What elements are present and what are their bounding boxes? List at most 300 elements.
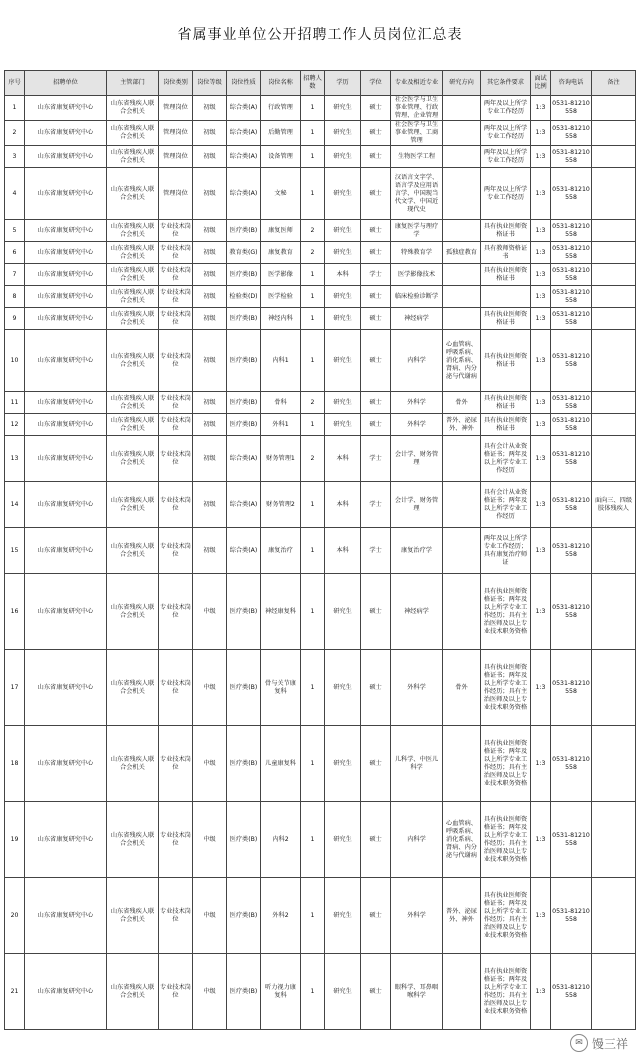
cell-nature: 医疗类(B) bbox=[227, 574, 261, 650]
col-header-phone: 咨询电话 bbox=[551, 71, 592, 96]
cell-category: 专业技术岗位 bbox=[159, 878, 193, 954]
cell-level: 初级 bbox=[193, 392, 227, 414]
cell-direction bbox=[443, 121, 481, 146]
cell-major: 神经病学 bbox=[391, 308, 443, 330]
cell-education: 研究生 bbox=[325, 220, 361, 242]
col-header-count: 招聘人数 bbox=[301, 71, 325, 96]
cell-major: 内科学 bbox=[391, 802, 443, 878]
cell-major: 外科学 bbox=[391, 414, 443, 436]
cell-nature: 综合类(A) bbox=[227, 146, 261, 168]
cell-unit: 山东省康复研究中心 bbox=[25, 308, 107, 330]
cell-category: 专业技术岗位 bbox=[159, 802, 193, 878]
cell-no: 20 bbox=[5, 878, 25, 954]
cell-post-name: 行政管理 bbox=[261, 96, 301, 121]
table-row bbox=[5, 574, 636, 650]
cell-level: 初级 bbox=[193, 330, 227, 392]
cell-no: 17 bbox=[5, 650, 25, 726]
cell-degree: 硕士 bbox=[361, 220, 391, 242]
cell-count: 1 bbox=[301, 802, 325, 878]
col-header-level: 岗位等级 bbox=[193, 71, 227, 96]
cell-direction: 骨外 bbox=[443, 392, 481, 414]
cell-phone: 0531-81210558 bbox=[551, 482, 592, 528]
cell-post-name: 儿童康复科 bbox=[261, 726, 301, 802]
cell-education: 研究生 bbox=[325, 96, 361, 121]
cell-level: 中级 bbox=[193, 802, 227, 878]
cell-major: 外科学 bbox=[391, 650, 443, 726]
cell-note bbox=[592, 954, 636, 1030]
cell-phone: 0531-81210558 bbox=[551, 264, 592, 286]
cell-direction bbox=[443, 146, 481, 168]
cell-dept: 山东省残疾人联合会机关 bbox=[107, 726, 159, 802]
cell-level: 中级 bbox=[193, 878, 227, 954]
cell-nature: 医疗类(B) bbox=[227, 308, 261, 330]
cell-phone: 0531-81210558 bbox=[551, 802, 592, 878]
cell-phone: 0531-81210558 bbox=[551, 121, 592, 146]
cell-dept: 山东省残疾人联合会机关 bbox=[107, 242, 159, 264]
cell-education: 研究生 bbox=[325, 954, 361, 1030]
cell-no: 2 bbox=[5, 121, 25, 146]
cell-education: 本科 bbox=[325, 528, 361, 574]
cell-unit: 山东省康复研究中心 bbox=[25, 726, 107, 802]
cell-unit: 山东省康复研究中心 bbox=[25, 286, 107, 308]
cell-other: 两年及以上所学专业工作经历 bbox=[481, 121, 531, 146]
cell-major: 外科学 bbox=[391, 392, 443, 414]
cell-no: 11 bbox=[5, 392, 25, 414]
cell-phone: 0531-81210558 bbox=[551, 726, 592, 802]
cell-ratio: 1:3 bbox=[531, 574, 551, 650]
cell-note bbox=[592, 436, 636, 482]
cell-other: 具有执业医师资格证书 bbox=[481, 330, 531, 392]
cell-note bbox=[592, 878, 636, 954]
cell-major: 内科学 bbox=[391, 330, 443, 392]
cell-level: 初级 bbox=[193, 482, 227, 528]
cell-ratio: 1:3 bbox=[531, 220, 551, 242]
cell-degree: 硕士 bbox=[361, 650, 391, 726]
table-row bbox=[5, 242, 636, 264]
cell-ratio: 1:3 bbox=[531, 330, 551, 392]
col-header-dept: 主管部门 bbox=[107, 71, 159, 96]
cell-phone: 0531-81210558 bbox=[551, 392, 592, 414]
cell-direction: 骨外 bbox=[443, 650, 481, 726]
cell-note bbox=[592, 414, 636, 436]
cell-ratio: 1:3 bbox=[531, 308, 551, 330]
cell-degree: 硕士 bbox=[361, 574, 391, 650]
cell-count: 1 bbox=[301, 308, 325, 330]
cell-direction: 孤独症教育 bbox=[443, 242, 481, 264]
watermark-text: 馒三祥 bbox=[591, 1036, 628, 1051]
cell-dept: 山东省残疾人联合会机关 bbox=[107, 330, 159, 392]
cell-level: 中级 bbox=[193, 954, 227, 1030]
cell-direction bbox=[443, 264, 481, 286]
cell-unit: 山东省康复研究中心 bbox=[25, 330, 107, 392]
page-title: 省属事业单位公开招聘工作人员岗位汇总表 bbox=[177, 27, 463, 43]
cell-count: 1 bbox=[301, 482, 325, 528]
cell-no: 6 bbox=[5, 242, 25, 264]
cell-category: 专业技术岗位 bbox=[159, 242, 193, 264]
cell-ratio: 1:3 bbox=[531, 168, 551, 220]
cell-education: 研究生 bbox=[325, 168, 361, 220]
cell-level: 初级 bbox=[193, 436, 227, 482]
cell-category: 管理岗位 bbox=[159, 146, 193, 168]
cell-other: 具有教师资格证书 bbox=[481, 242, 531, 264]
cell-degree: 硕士 bbox=[361, 414, 391, 436]
cell-count: 1 bbox=[301, 121, 325, 146]
cell-note: 面向三、四级肢体残疾人 bbox=[592, 482, 636, 528]
cell-level: 初级 bbox=[193, 96, 227, 121]
cell-post-name: 财务管理1 bbox=[261, 436, 301, 482]
cell-note bbox=[592, 392, 636, 414]
cell-ratio: 1:3 bbox=[531, 146, 551, 168]
cell-count: 1 bbox=[301, 878, 325, 954]
table-row bbox=[5, 330, 636, 392]
cell-post-name: 后勤管理 bbox=[261, 121, 301, 146]
table-row bbox=[5, 286, 636, 308]
cell-degree: 学士 bbox=[361, 436, 391, 482]
cell-education: 研究生 bbox=[325, 146, 361, 168]
cell-other: 具有执业医师资格证书；两年及以上所学专业工作经历；具有主治医师及以上专业技术职务资格 bbox=[481, 574, 531, 650]
cell-unit: 山东省康复研究中心 bbox=[25, 482, 107, 528]
cell-post-name: 骨与关节康复科 bbox=[261, 650, 301, 726]
cell-degree: 硕士 bbox=[361, 802, 391, 878]
cell-nature: 检验类(D) bbox=[227, 286, 261, 308]
cell-major: 社会医学与卫生事业管理、行政管理、企业管理 bbox=[391, 96, 443, 121]
cell-major: 特殊教育学 bbox=[391, 242, 443, 264]
cell-count: 1 bbox=[301, 264, 325, 286]
cell-no: 3 bbox=[5, 146, 25, 168]
cell-no: 9 bbox=[5, 308, 25, 330]
table-row bbox=[5, 168, 636, 220]
cell-count: 1 bbox=[301, 168, 325, 220]
cell-nature: 综合类(A) bbox=[227, 96, 261, 121]
cell-major: 汉语言文字学、语言学及应用语言学、中国现当代文学、中国近现代史 bbox=[391, 168, 443, 220]
cell-education: 研究生 bbox=[325, 414, 361, 436]
cell-unit: 山东省康复研究中心 bbox=[25, 954, 107, 1030]
cell-major: 会计学、财务管理 bbox=[391, 436, 443, 482]
table-row bbox=[5, 308, 636, 330]
cell-phone: 0531-81210558 bbox=[551, 242, 592, 264]
cell-education: 研究生 bbox=[325, 726, 361, 802]
cell-category: 专业技术岗位 bbox=[159, 414, 193, 436]
cell-phone: 0531-81210558 bbox=[551, 878, 592, 954]
cell-category: 专业技术岗位 bbox=[159, 574, 193, 650]
cell-ratio: 1:3 bbox=[531, 436, 551, 482]
col-header-education: 学历 bbox=[325, 71, 361, 96]
cell-dept: 山东省残疾人联合会机关 bbox=[107, 954, 159, 1030]
cell-level: 中级 bbox=[193, 726, 227, 802]
cell-direction bbox=[443, 308, 481, 330]
cell-level: 初级 bbox=[193, 168, 227, 220]
cell-ratio: 1:3 bbox=[531, 96, 551, 121]
cell-category: 专业技术岗位 bbox=[159, 330, 193, 392]
cell-other: 具有执业医师资格证书 bbox=[481, 220, 531, 242]
cell-degree: 学士 bbox=[361, 482, 391, 528]
cell-post-name: 康复治疗 bbox=[261, 528, 301, 574]
cell-direction bbox=[443, 954, 481, 1030]
cell-nature: 综合类(A) bbox=[227, 121, 261, 146]
col-header-degree: 学位 bbox=[361, 71, 391, 96]
cell-direction: 普外、泌尿外、神外 bbox=[443, 414, 481, 436]
cell-degree: 硕士 bbox=[361, 392, 391, 414]
cell-direction bbox=[443, 168, 481, 220]
cell-nature: 医疗类(B) bbox=[227, 954, 261, 1030]
table-row bbox=[5, 392, 636, 414]
cell-other: 两年及以上所学专业工作经历 bbox=[481, 168, 531, 220]
table-row bbox=[5, 414, 636, 436]
cell-degree: 学士 bbox=[361, 528, 391, 574]
table-row bbox=[5, 726, 636, 802]
cell-nature: 医疗类(B) bbox=[227, 726, 261, 802]
cell-ratio: 1:3 bbox=[531, 726, 551, 802]
cell-no: 14 bbox=[5, 482, 25, 528]
cell-dept: 山东省残疾人联合会机关 bbox=[107, 168, 159, 220]
cell-count: 1 bbox=[301, 528, 325, 574]
cell-nature: 医疗类(B) bbox=[227, 878, 261, 954]
cell-unit: 山东省康复研究中心 bbox=[25, 146, 107, 168]
cell-unit: 山东省康复研究中心 bbox=[25, 242, 107, 264]
cell-ratio: 1:3 bbox=[531, 482, 551, 528]
cell-category: 管理岗位 bbox=[159, 168, 193, 220]
cell-post-name: 骨科 bbox=[261, 392, 301, 414]
cell-education: 研究生 bbox=[325, 574, 361, 650]
cell-note bbox=[592, 308, 636, 330]
table-row bbox=[5, 146, 636, 168]
cell-level: 初级 bbox=[193, 242, 227, 264]
cell-other: 具有会计从业资格证书；两年及以上所学专业工作经历 bbox=[481, 436, 531, 482]
cell-count: 1 bbox=[301, 954, 325, 1030]
cell-note bbox=[592, 121, 636, 146]
table-row bbox=[5, 220, 636, 242]
cell-post-name: 内科1 bbox=[261, 330, 301, 392]
cell-unit: 山东省康复研究中心 bbox=[25, 392, 107, 414]
cell-education: 研究生 bbox=[325, 650, 361, 726]
cell-nature: 医疗类(B) bbox=[227, 414, 261, 436]
cell-degree: 硕士 bbox=[361, 121, 391, 146]
cell-category: 专业技术岗位 bbox=[159, 528, 193, 574]
cell-ratio: 1:3 bbox=[531, 286, 551, 308]
table-row bbox=[5, 954, 636, 1030]
cell-no: 21 bbox=[5, 954, 25, 1030]
cell-level: 中级 bbox=[193, 650, 227, 726]
cell-major: 临床检验诊断学 bbox=[391, 286, 443, 308]
cell-other: 具有执业医师资格证书；两年及以上所学专业工作经历；具有主治医师及以上专业技术职务资格 bbox=[481, 726, 531, 802]
cell-count: 2 bbox=[301, 436, 325, 482]
cell-note bbox=[592, 168, 636, 220]
cell-no: 15 bbox=[5, 528, 25, 574]
cell-note bbox=[592, 650, 636, 726]
cell-degree: 学士 bbox=[361, 264, 391, 286]
cell-no: 7 bbox=[5, 264, 25, 286]
cell-ratio: 1:3 bbox=[531, 802, 551, 878]
cell-other: 两年及以上所学专业工作经历 bbox=[481, 146, 531, 168]
cell-other: 两年及以上所学专业工作经历 bbox=[481, 96, 531, 121]
cell-level: 初级 bbox=[193, 528, 227, 574]
cell-ratio: 1:3 bbox=[531, 392, 551, 414]
cell-count: 1 bbox=[301, 650, 325, 726]
cell-note bbox=[592, 726, 636, 802]
cell-post-name: 神经内科 bbox=[261, 308, 301, 330]
cell-major: 社会医学与卫生事业管理、工商管理 bbox=[391, 121, 443, 146]
cell-dept: 山东省残疾人联合会机关 bbox=[107, 574, 159, 650]
cell-degree: 硕士 bbox=[361, 96, 391, 121]
cell-unit: 山东省康复研究中心 bbox=[25, 802, 107, 878]
cell-phone: 0531-81210558 bbox=[551, 168, 592, 220]
cell-other: 具有执业医师资格证书 bbox=[481, 264, 531, 286]
cell-dept: 山东省残疾人联合会机关 bbox=[107, 414, 159, 436]
cell-category: 专业技术岗位 bbox=[159, 220, 193, 242]
cell-direction bbox=[443, 220, 481, 242]
cell-nature: 综合类(A) bbox=[227, 528, 261, 574]
cell-dept: 山东省残疾人联合会机关 bbox=[107, 802, 159, 878]
cell-category: 专业技术岗位 bbox=[159, 650, 193, 726]
table-row bbox=[5, 482, 636, 528]
cell-level: 初级 bbox=[193, 121, 227, 146]
cell-direction bbox=[443, 574, 481, 650]
col-header-unit: 招聘单位 bbox=[25, 71, 107, 96]
cell-note bbox=[592, 574, 636, 650]
cell-major: 儿科学、中医儿科学 bbox=[391, 726, 443, 802]
cell-note bbox=[592, 242, 636, 264]
cell-level: 初级 bbox=[193, 308, 227, 330]
table-body bbox=[5, 96, 636, 1030]
cell-phone: 0531-81210558 bbox=[551, 574, 592, 650]
cell-note bbox=[592, 264, 636, 286]
cell-education: 研究生 bbox=[325, 330, 361, 392]
cell-nature: 医疗类(B) bbox=[227, 220, 261, 242]
cell-degree: 硕士 bbox=[361, 726, 391, 802]
cell-unit: 山东省康复研究中心 bbox=[25, 528, 107, 574]
cell-education: 研究生 bbox=[325, 121, 361, 146]
cell-direction bbox=[443, 286, 481, 308]
cell-count: 2 bbox=[301, 392, 325, 414]
col-header-category: 岗位类别 bbox=[159, 71, 193, 96]
table-row bbox=[5, 878, 636, 954]
cell-phone: 0531-81210558 bbox=[551, 220, 592, 242]
cell-direction bbox=[443, 96, 481, 121]
cell-direction bbox=[443, 726, 481, 802]
cell-unit: 山东省康复研究中心 bbox=[25, 650, 107, 726]
cell-unit: 山东省康复研究中心 bbox=[25, 168, 107, 220]
cell-phone: 0531-81210558 bbox=[551, 308, 592, 330]
cell-nature: 医疗类(B) bbox=[227, 264, 261, 286]
cell-direction: 普外、泌尿外、神外 bbox=[443, 878, 481, 954]
cell-post-name: 设备管理 bbox=[261, 146, 301, 168]
cell-category: 专业技术岗位 bbox=[159, 308, 193, 330]
cell-post-name: 医学影像 bbox=[261, 264, 301, 286]
cell-note bbox=[592, 802, 636, 878]
cell-major: 康复医学与理疗学 bbox=[391, 220, 443, 242]
cell-post-name: 医学检验 bbox=[261, 286, 301, 308]
cell-other: 具有执业医师资格证书；两年及以上所学专业工作经历；具有主治医师及以上专业技术职务资格 bbox=[481, 878, 531, 954]
cell-phone: 0531-81210558 bbox=[551, 146, 592, 168]
cell-nature: 医疗类(B) bbox=[227, 802, 261, 878]
cell-post-name: 文秘 bbox=[261, 168, 301, 220]
cell-nature: 教育类(G) bbox=[227, 242, 261, 264]
cell-phone: 0531-81210558 bbox=[551, 436, 592, 482]
cell-phone: 0531-81210558 bbox=[551, 954, 592, 1030]
cell-post-name: 外科2 bbox=[261, 878, 301, 954]
cell-no: 5 bbox=[5, 220, 25, 242]
cell-post-name: 内科2 bbox=[261, 802, 301, 878]
cell-direction bbox=[443, 528, 481, 574]
cell-category: 专业技术岗位 bbox=[159, 954, 193, 1030]
cell-other: 具有执业医师资格证书 bbox=[481, 392, 531, 414]
cell-ratio: 1:3 bbox=[531, 414, 551, 436]
cell-education: 研究生 bbox=[325, 392, 361, 414]
cell-unit: 山东省康复研究中心 bbox=[25, 436, 107, 482]
cell-dept: 山东省残疾人联合会机关 bbox=[107, 878, 159, 954]
col-header-note: 备注 bbox=[592, 71, 636, 96]
cell-category: 专业技术岗位 bbox=[159, 436, 193, 482]
cell-level: 中级 bbox=[193, 574, 227, 650]
cell-education: 本科 bbox=[325, 482, 361, 528]
cell-no: 18 bbox=[5, 726, 25, 802]
cell-dept: 山东省残疾人联合会机关 bbox=[107, 121, 159, 146]
cell-dept: 山东省残疾人联合会机关 bbox=[107, 528, 159, 574]
cell-direction: 心血管病、呼吸系病、消化系病、肾病、内分泌与代谢病 bbox=[443, 330, 481, 392]
cell-nature: 综合类(A) bbox=[227, 482, 261, 528]
cell-degree: 硕士 bbox=[361, 878, 391, 954]
col-header-post-name: 岗位名称 bbox=[261, 71, 301, 96]
cell-nature: 综合类(A) bbox=[227, 168, 261, 220]
table-row bbox=[5, 802, 636, 878]
cell-unit: 山东省康复研究中心 bbox=[25, 220, 107, 242]
cell-level: 初级 bbox=[193, 264, 227, 286]
cell-count: 1 bbox=[301, 414, 325, 436]
cell-education: 本科 bbox=[325, 436, 361, 482]
cell-degree: 硕士 bbox=[361, 242, 391, 264]
cell-no: 12 bbox=[5, 414, 25, 436]
col-header-other: 其它条件要求 bbox=[481, 71, 531, 96]
cell-no: 4 bbox=[5, 168, 25, 220]
col-header-no: 序号 bbox=[5, 71, 25, 96]
cell-level: 初级 bbox=[193, 146, 227, 168]
cell-phone: 0531-81210558 bbox=[551, 528, 592, 574]
cell-direction bbox=[443, 482, 481, 528]
cell-note bbox=[592, 96, 636, 121]
cell-post-name: 康复教育 bbox=[261, 242, 301, 264]
cell-major: 生物医学工程 bbox=[391, 146, 443, 168]
cell-other: 具有会计从业资格证书；两年及以上所学专业工作经历 bbox=[481, 482, 531, 528]
cell-nature: 医疗类(B) bbox=[227, 650, 261, 726]
cell-category: 专业技术岗位 bbox=[159, 264, 193, 286]
cell-nature: 综合类(A) bbox=[227, 436, 261, 482]
cell-degree: 硕士 bbox=[361, 286, 391, 308]
cell-education: 研究生 bbox=[325, 802, 361, 878]
cell-degree: 硕士 bbox=[361, 146, 391, 168]
cell-no: 19 bbox=[5, 802, 25, 878]
cell-category: 专业技术岗位 bbox=[159, 726, 193, 802]
cell-category: 管理岗位 bbox=[159, 121, 193, 146]
cell-dept: 山东省残疾人联合会机关 bbox=[107, 220, 159, 242]
cell-post-name: 康复医师 bbox=[261, 220, 301, 242]
cell-nature: 医疗类(B) bbox=[227, 330, 261, 392]
cell-ratio: 1:3 bbox=[531, 954, 551, 1030]
cell-phone: 0531-81210558 bbox=[551, 286, 592, 308]
table-row bbox=[5, 528, 636, 574]
cell-other: 具有执业医师资格证书；两年及以上所学专业工作经历；具有主治医师及以上专业技术职务资格 bbox=[481, 650, 531, 726]
cell-no: 1 bbox=[5, 96, 25, 121]
cell-level: 初级 bbox=[193, 286, 227, 308]
cell-note bbox=[592, 146, 636, 168]
cell-count: 1 bbox=[301, 286, 325, 308]
cell-post-name: 外科1 bbox=[261, 414, 301, 436]
cell-note bbox=[592, 220, 636, 242]
cell-other: 两年及以上所学专业工作经历；具有康复治疗师证 bbox=[481, 528, 531, 574]
cell-note bbox=[592, 286, 636, 308]
cell-degree: 硕士 bbox=[361, 308, 391, 330]
cell-post-name: 财务管理2 bbox=[261, 482, 301, 528]
cell-category: 专业技术岗位 bbox=[159, 392, 193, 414]
